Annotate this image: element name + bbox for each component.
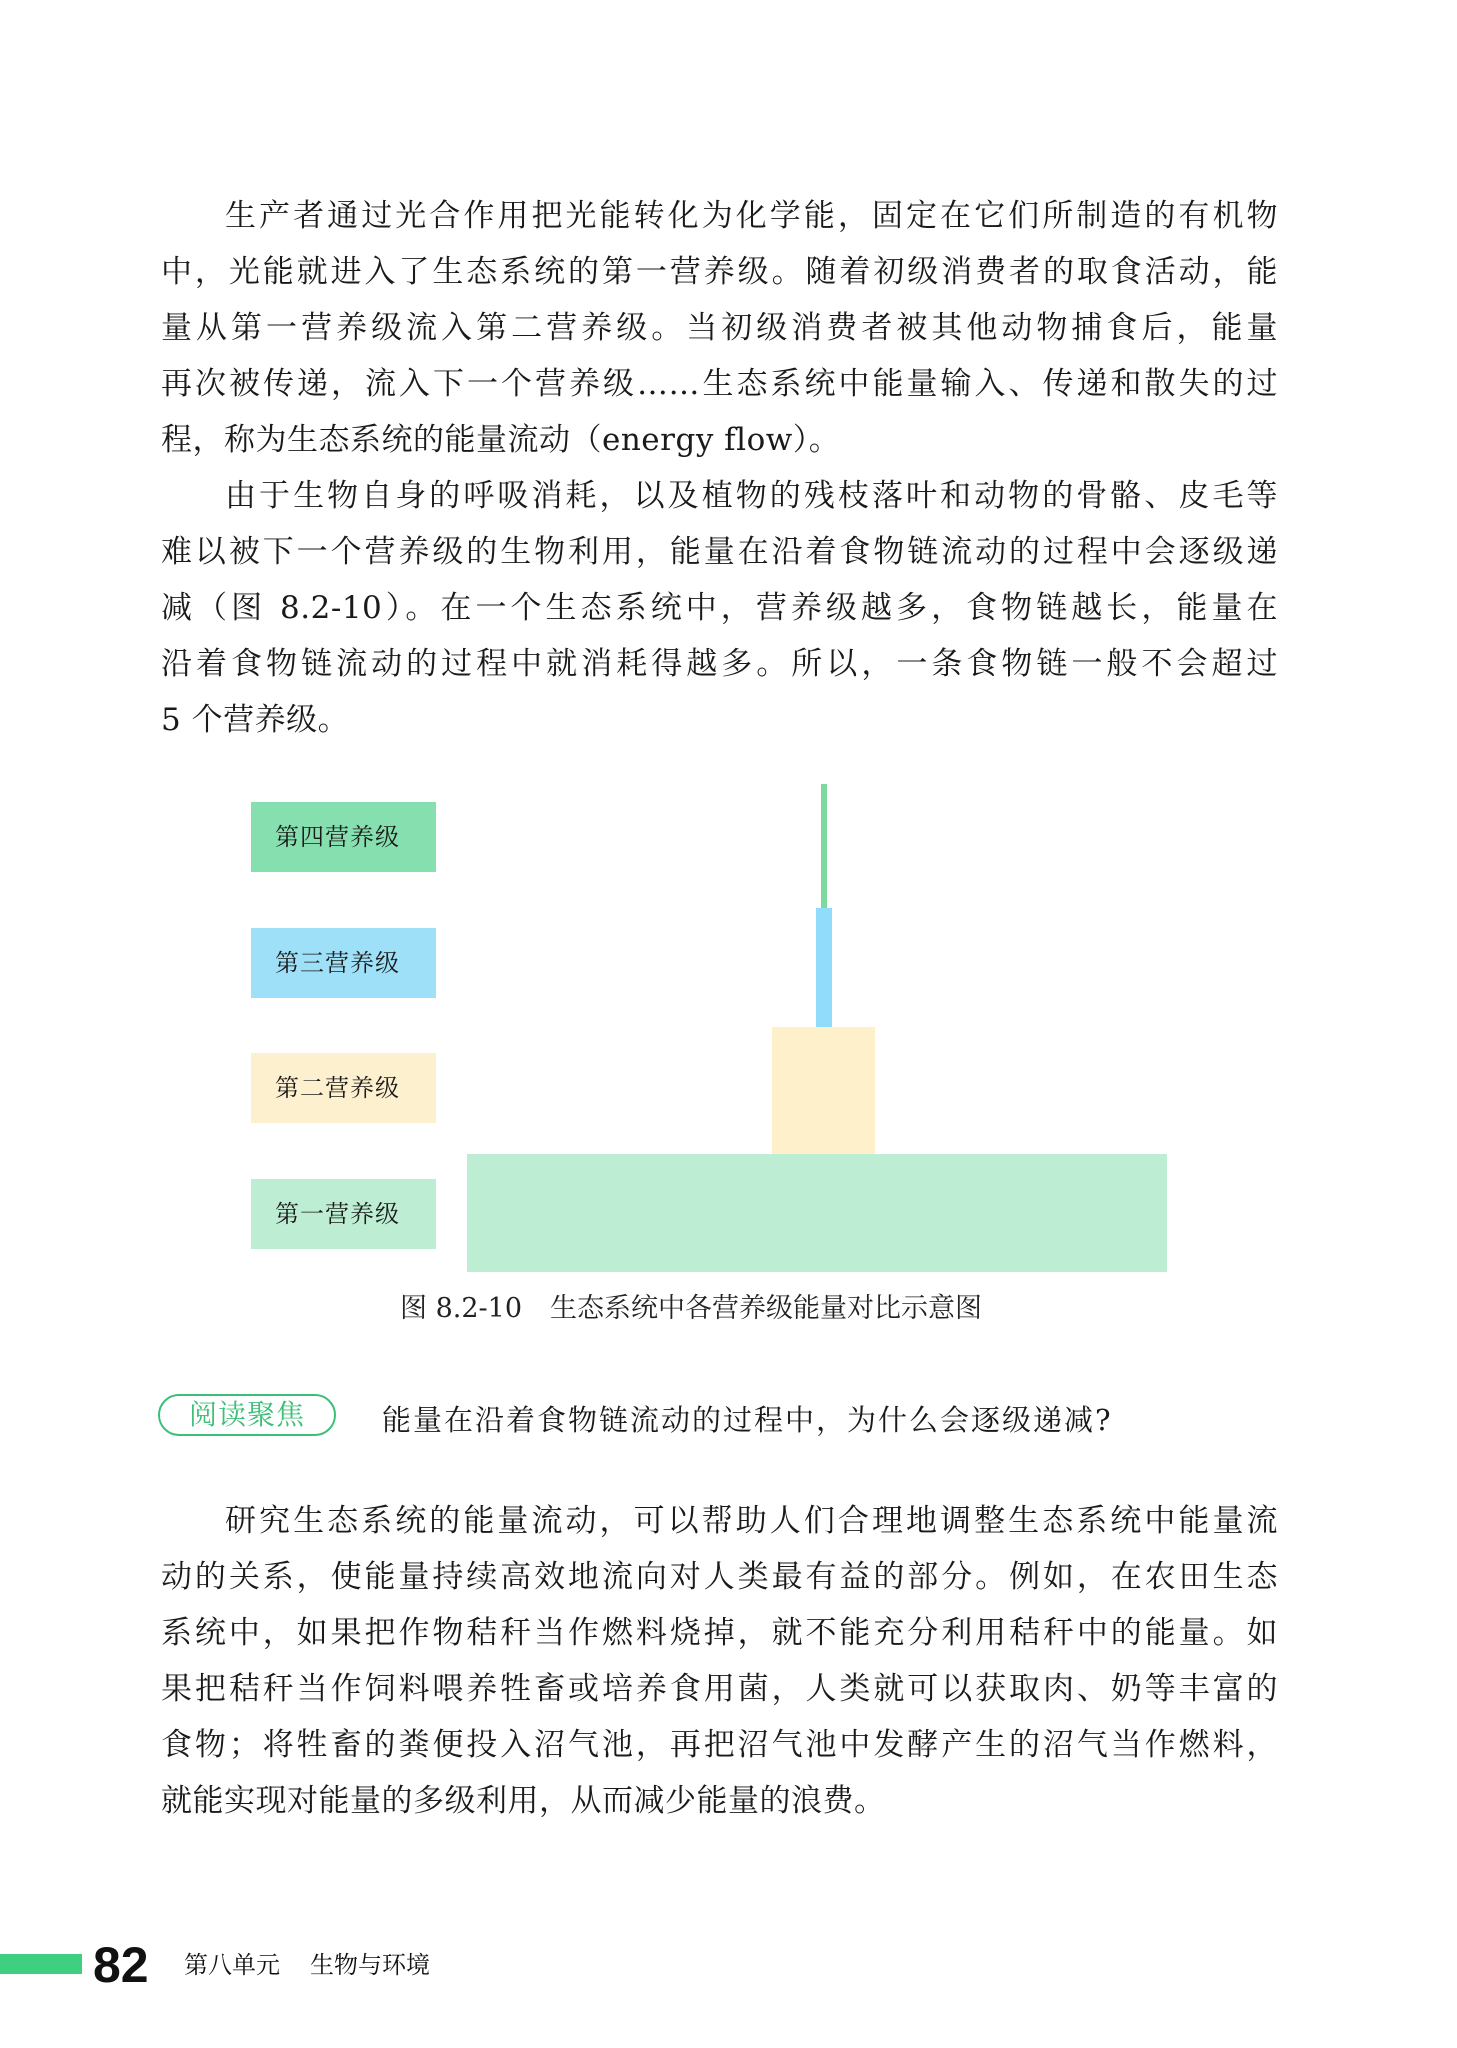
text-line: 程，称为生态系统的能量流动（energy flow）。 [161,422,841,458]
label-third-trophic-level: 第三营养级 [251,928,436,998]
chapter-title [184,1948,430,1982]
text-line: 难以被下一个营养级的生物利用，能量在沿着食物链流动的过程中会逐级递 [161,534,1278,570]
label-fourth-trophic-level: 第四营养级 [251,802,436,872]
text-line: 由于生物自身的呼吸消耗，以及植物的残枝落叶和动物的骨骼、皮毛等 [225,478,1278,514]
footer-accent-bar [0,1954,82,1974]
text-line: 就能实现对能量的多级利用，从而减少能量的浪费。 [161,1783,886,1819]
text-line: 量从第一营养级流入第二营养级。当初级消费者被其他动物捕食后，能量 [161,310,1278,346]
text-line: 中，光能就进入了生态系统的第一营养级。随着初级消费者的取食活动，能 [161,254,1278,290]
text-line: 沿着食物链流动的过程中就消耗得越多。所以，一条食物链一般不会超过 [161,646,1278,682]
figure-caption [400,1291,982,1327]
text-line: 食物；将牲畜的粪便投入沼气池，再把沼气池中发酵产生的沼气当作燃料， [161,1727,1278,1763]
text-line: 动的关系，使能量持续高效地流向对人类最有益的部分。例如，在农田生态 [161,1559,1278,1595]
figure-number: 图 8.2-10 [400,1293,523,1324]
page-number: 82 [93,1937,149,1993]
text-line: 果把秸秆当作饲料喂养牲畜或培养食用菌，人类就可以获取肉、奶等丰富的 [161,1671,1278,1707]
text-line: 5 个营养级。 [161,702,350,738]
energy-bar-third-level [816,908,832,1027]
text-line: 再次被传递，流入下一个营养级……生态系统中能量输入、传递和散失的过 [161,366,1278,402]
energy-bar-first-level [467,1154,1167,1272]
text-line: 减（图 8.2-10）。在一个生态系统中，营养级越多，食物链越长，能量在 [161,590,1278,626]
energy-bar-second-level [772,1027,875,1154]
label-second-trophic-level: 第二营养级 [251,1053,436,1123]
text-line: 系统中，如果把作物秸秆当作燃料烧掉，就不能充分利用秸秆中的能量。如 [161,1615,1278,1651]
unit-title: 生物与环境 [310,1951,430,1979]
reading-focus-question: 能量在沿着食物链流动的过程中，为什么会逐级递减? [382,1403,1113,1437]
figure-title: 生态系统中各营养级能量对比示意图 [550,1293,983,1324]
reading-focus-badge: 阅读聚焦 [158,1394,336,1436]
text-line: 生产者通过光合作用把光能转化为化学能，固定在它们所制造的有机物 [225,198,1278,234]
label-first-trophic-level: 第一营养级 [251,1179,436,1249]
energy-bar-fourth-level [821,784,827,908]
text-line: 研究生态系统的能量流动，可以帮助人们合理地调整生态系统中能量流 [225,1503,1278,1539]
unit-label: 第八单元 [184,1951,280,1979]
